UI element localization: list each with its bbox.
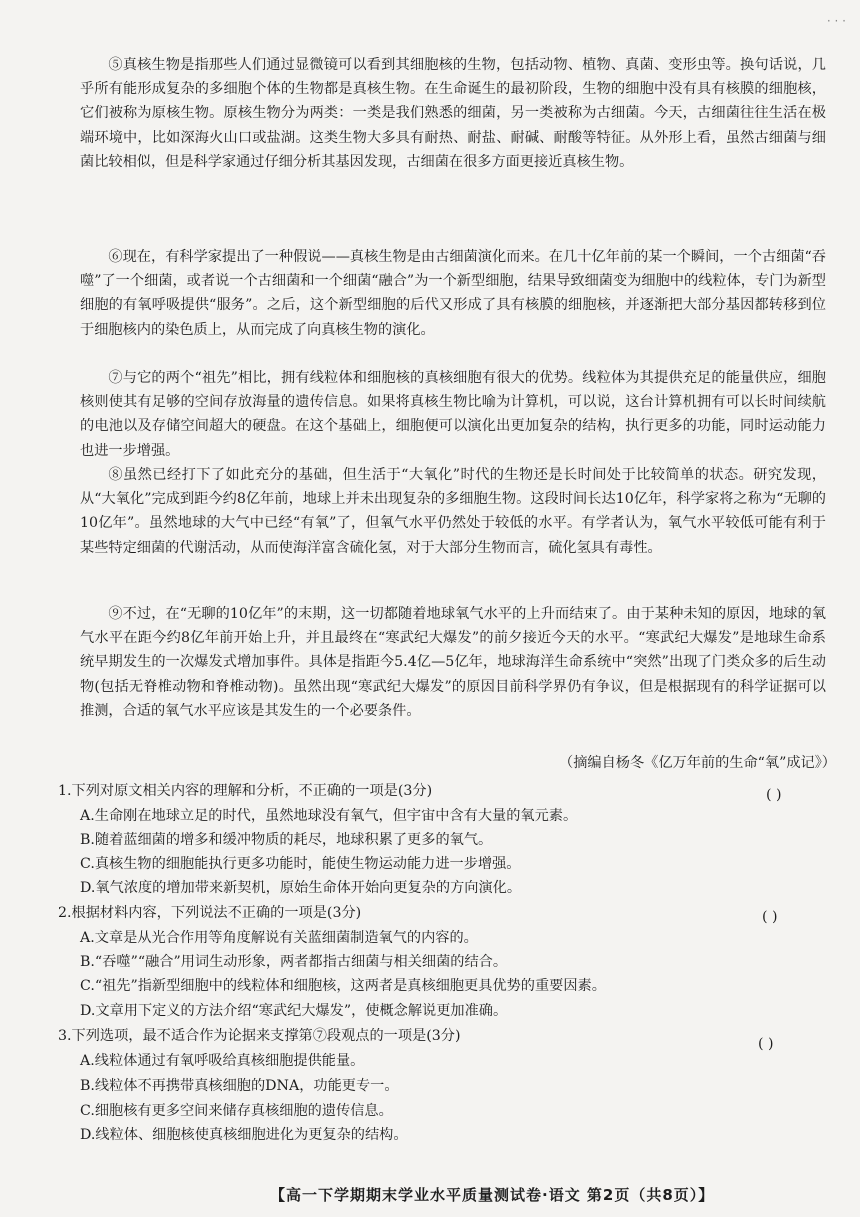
question-1-option-d: D.氧气浓度的增加带来新契机，原始生命体开始向更复杂的方向演化。 <box>80 880 522 896</box>
question-1-option-c: C.真核生物的细胞能执行更多功能时，能使生物运动能力进一步增强。 <box>80 856 521 872</box>
question-1-option-a: A.生命刚在地球立足的时代，虽然地球没有氧气，但宇宙中含有大量的氧元素。 <box>80 808 578 824</box>
question-2-option-a: A.文章是从光合作用等角度解说有关蓝细菌制造氧气的内容的。 <box>80 930 478 946</box>
question-1-option-b: B.随着蓝细菌的增多和缓冲物质的耗尽，地球积累了更多的氧气。 <box>80 832 493 848</box>
question-2-answer-bracket[interactable]: ( ) <box>762 909 778 925</box>
question-2-stem: 2.根据材料内容，下列说法不正确的一项是(3分) <box>58 905 362 921</box>
page-footer: 【高一下学期期末学业水平质量测试卷·语文 第2页（共8页）】 <box>270 1186 715 1204</box>
passage-paragraph-6: ⑥现在，有科学家提出了一种假说——真核生物是由古细菌演化而来。在几十亿年前的某一个瞬间，一个古细菌“吞噬”了一个细菌，或者说一个古细菌和一个细菌“融合”为一个新型细胞，结果导致细菌变为细胞中的线粒体，专门为新型细胞的有氧呼吸提供“服务”。之后，这个新型细胞的后代又形成了具有核膜的细胞核，并逐渐把大部分基因都转移到位于细胞核内的染色质上，从而完成了向真核生物的演化。 <box>80 249 826 338</box>
question-1-answer-bracket[interactable]: ( ) <box>766 787 782 803</box>
question-2-option-b: B.“吞噬”“融合”用词生动形象，两者都指古细菌与相关细菌的结合。 <box>80 954 508 970</box>
question-3-stem: 3.下列选项，最不适合作为论据来支撑第⑦段观点的一项是(3分) <box>58 1028 461 1044</box>
question-3-option-d: D.线粒体、细胞核使真核细胞进化为更复杂的结构。 <box>80 1127 408 1143</box>
passage-paragraph-7: ⑦与它的两个“祖先”相比，拥有线粒体和细胞核的真核细胞有很大的优势。线粒体为其提供充足的能量供应，细胞核则使其有足够的空间存放海量的遗传信息。如果将真核生物比喻为计算机，可以说，这台计算机拥有可以长时间续航的电池以及存储空间超大的硬盘。在这个基础上，细胞便可以演化出更加复杂的结构，执行更多的功能，同时运动能力也进一步增强。 <box>80 370 826 459</box>
passage-paragraph-9: ⑨不过，在“无聊的10亿年”的末期，这一切都随着地球氧气水平的上升而结束了。由于某种未知的原因，地球的氧气水平在距今约8亿年前开始上升，并且最终在“寒武纪大爆发”的前夕接近今天的水平。“寒武纪大爆发”是地球生命系统早期发生的一次爆发式增加事件。具体是指距今5.4亿—5亿年，地球海洋生命系统中“突然”出现了门类众多的后生动物(包括无脊椎动物和脊椎动物)。虽然出现“寒武纪大爆发”的原因目前科学界仍有争议，但是根据现有的科学证据可以推测，合适的氧气水平应该是其发生的一个必要条件。 <box>80 606 826 719</box>
question-3-option-b: B.线粒体不再携带真核细胞的DNA，功能更专一。 <box>80 1078 399 1094</box>
question-2-option-c: C.“祖先”指新型细胞中的线粒体和细胞核，这两者是真核细胞更具优势的重要因素。 <box>80 978 606 994</box>
passage-paragraph-5: ⑤真核生物是指那些人们通过显微镜可以看到其细胞核的生物，包括动物、植物、真菌、变形虫等。换句话说，几乎所有能形成复杂的多细胞个体的生物都是真核生物。在生命诞生的最初阶段，生物的细胞中没有具有核膜的细胞核，它们被称为原核生物。原核生物分为两类：一类是我们熟悉的细菌，另一类被称为古细菌。今天，古细菌往往生活在极端环境中，比如深海火山口或盐湖。这类生物大多具有耐热、耐盐、耐碱、耐酸等特征。从外形上看，虽然古细菌与细菌比较相似，但是科学家通过仔细分析其基因发现，古细菌在很多方面更接近真核生物。 <box>80 57 826 170</box>
question-2-option-d: D.文章用下定义的方法介绍“寒武纪大爆发”，使概念解说更加准确。 <box>80 1003 508 1019</box>
question-3-answer-bracket[interactable]: ( ) <box>758 1036 774 1052</box>
passage-paragraph-8: ⑧虽然已经打下了如此充分的基础，但生活于“大氧化”时代的生物还是长时间处于比较简单的状态。研究发现，从“大氧化”完成到距今约8亿年前，地球上并未出现复杂的多细胞生物。这段时间长达10亿年，科学家将之称为“无聊的10亿年”。虽然地球的大气中已经“有氧”了，但氧气水平仍然处于较低的水平。有学者认为，氧气水平较低可能有利于某些特定细菌的代谢活动，从而使海洋富含硫化氢，对于大部分生物而言，硫化氢具有毒性。 <box>80 467 826 556</box>
question-3-option-c: C.细胞核有更多空间来储存真核细胞的遗传信息。 <box>80 1103 393 1119</box>
question-1-stem: 1.下列对原文相关内容的理解和分析，不正确的一项是(3分) <box>58 783 433 799</box>
question-3-option-a: A.线粒体通过有氧呼吸给真核细胞提供能量。 <box>80 1053 365 1069</box>
passage-source: （摘编自杨冬《亿万年前的生命“氧”成记》） <box>559 755 836 771</box>
corner-mark: · · · <box>826 14 846 28</box>
